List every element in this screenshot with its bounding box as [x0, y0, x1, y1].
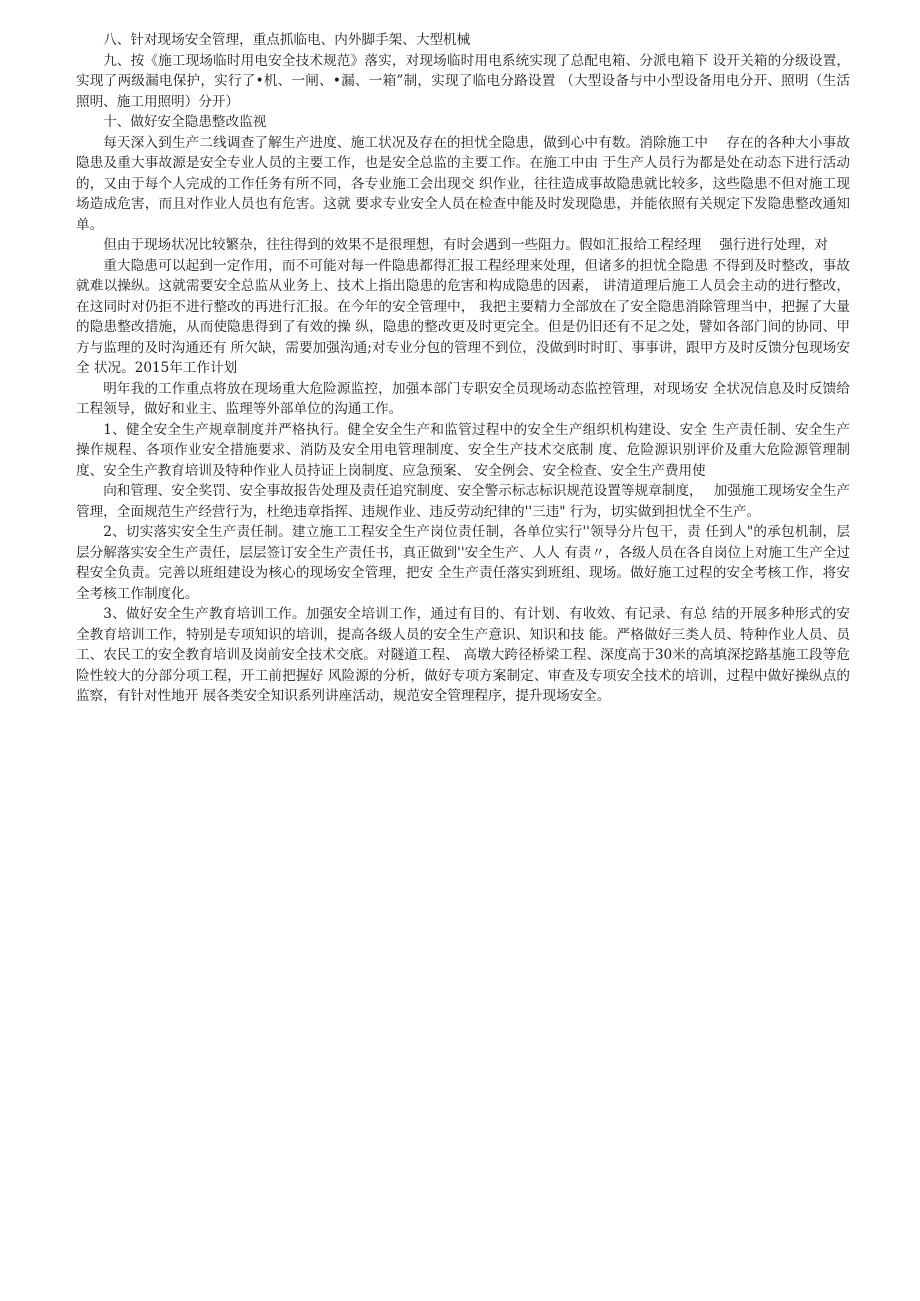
section-heading-10: 十、做好安全隐患整改监视	[103, 114, 267, 130]
document-body	[76, 30, 850, 707]
plan-item-1: 1、健全安全生产规章制度并严格执行。健全安全生产和监管过程中的安全生产组织机构建设、安全 生产责任制、安全生产操作规程、各项作业安全措施要求、消防及安全用电管理制度、安全生产技术交底制 度、危险源识别评价及重大危险源管理制度、安全生产教育培训及特种作业人员持证上岗制度、应急预案、 安全例会、安全检查、安全生产费用使	[76, 421, 850, 479]
resistance-paragraph: 但由于现场状况比较繁杂，往往得到的效果不是很理想，有时会遇到一些阻力。假如汇报给工程经理 强行进行处理，对	[103, 237, 828, 253]
plan-item-2: 2、切实落实安全生产责任制。建立施工工程安全生产岗位责任制，各单位实行''领导分片包干，责 任到人"的承包机制，层层分解落实安全生产责任，层层签订安全生产责任书，真正做到''安全生产、人人 有责〃，各级人员在各自岗位上对施工生产全过程安全负责。完善以班组建设为核心的现场安全管理，把安 全生产责任落实到班组、现场。做好施工过程的安全考核工作，将安全考核工作制度化。	[76, 524, 850, 602]
section-heading-8: 八、针对现场安全管理，重点抓临电、内外脚手架、大型机械	[103, 32, 471, 48]
plan-item-1-continued: 向和管理、安全奖罚、安全事故报告处理及责任追究制度、安全警示标志标识规范设置等规章制度， 加强施工现场安全生产管理，全面规范生产经营行为，杜绝违章指挥、违规作业、违反劳动纪律的''三违" 行为，切实做到担忧全不生产。	[76, 483, 850, 520]
hazard-inspection-paragraph: 每天深入到生产二线调查了解生产进度、施工状况及存在的担忧全隐患，做到心中有数。消除施工中 存在的各种大小事故隐患及重大事故源是安全专业人员的主要工作，也是安全总监的主要工作。在施工中由 于生产人员行为都是处在动态下进行活动的，又由于每个人完成的工作任务有所不同，各专业施工会出现交 织作业，往往造成事故隐患就比较多，这些隐患不但对施工现场造成危害，而且对作业人员也有危害。这就 要求专业安全人员在检查中能及时发现隐患，并能依照有关规定下发隐患整改通知单。	[76, 134, 850, 233]
section-9-paragraph: 九、按《施工现场临时用电安全技术规范》落实，对现场临时用电系统实现了总配电箱、分派电箱下 设开关箱的分级设置，实现了两级漏电保护，实行了•机、一闸、•漏、一箱”制，实现了临电分路设置 （大型设备与中小型设备用电分开、照明（生活照明、施工用照明）分开）	[76, 52, 850, 110]
next-year-plan-paragraph: 明年我的工作重点将放在现场重大危险源监控，加强本部门专职安全员现场动态监控管理，对现场安 全状况信息及时反馈给工程领导，做好和业主、监理等外部单位的沟通工作。	[76, 380, 850, 417]
plan-item-3: 3、做好安全生产教育培训工作。加强安全培训工作，通过有目的、有计划、有收效、有记录、有总 结的开展多种形式的安全教育培训工作，特别是专项知识的培训，提高各级人员的安全生产意识、知识和技 能。严格做好三类人员、特种作业人员、员工、农民工的安全教育培训及岗前安全技术交底。对隧道工程、 高墩大跨径桥梁工程、深度高于30米的高填深挖路基施工段等危险性较大的分部分项工程，开工前把握好 风险源的分析，做好专项方案制定、审查及专项安全技术的培训，过程中做好操纵点的监察，有针对性地开 展各类安全知识系列讲座活动，规范安全管理程序，提升现场安全。	[76, 606, 850, 704]
major-hazard-paragraph: 重大隐患可以起到一定作用，而不可能对每一件隐患都得汇报工程经理来处理，但诸多的担忧全隐患 不得到及时整改，事故就难以操纵。这就需要安全总监从业务上、技术上指出隐患的危害和构成隐患的因素， 讲清道理后施工人员会主动的进行整改，在这同时对仍拒不进行整改的再进行汇报。在今年的安全管理中， 我把主要精力全部放在了安全隐患消除管理当中，把握了大量的隐患整改措施，从而使隐患得到了有效的操 纵，隐患的整改更及时更完全。但是仍旧还有不足之处，譬如各部门间的协同、甲方与监理的及时沟通还有 所欠缺，需要加强沟通;对专业分包的管理不到位，没做到时时盯、事事讲，跟甲方及时反馈分包现场安全 状况。2015年工作计划	[76, 257, 850, 376]
